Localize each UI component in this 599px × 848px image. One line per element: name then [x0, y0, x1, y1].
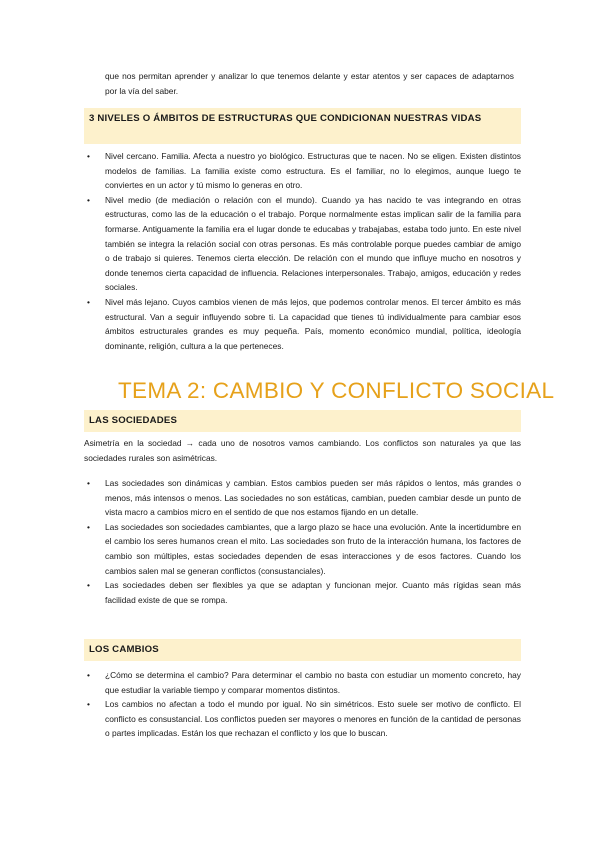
list-item-text: Nivel cercano. Familia. Afecta a nuestro yo biológico. Estructuras que te nacen. No se eligen. Existen distintos modelos de familias. La familia existe como estructura. Es el familiar, no lo elegimos, aunque luego te conviertes en un actor y tú mismo lo generas en otro. [105, 151, 521, 191]
list-item-text: Las sociedades deben ser flexibles ya que se adaptan y funcionan mejor. Cuanto más rígidas sean más facilidad existe de que se rompa. [105, 580, 521, 605]
bullet-icon: • [87, 580, 90, 591]
list-item [84, 697, 521, 741]
bullet-icon: • [87, 521, 90, 532]
sociedades-list [84, 476, 521, 607]
list-item [84, 149, 521, 193]
list-item [84, 668, 521, 697]
bullet-icon: • [87, 296, 90, 307]
list-item-text: Nivel medio (de mediación o relación con el mundo). Cuando ya has nacido te vas integrando en otras estructuras, como las de la educación o el trabajo. Porque normalmente estas implican salir de la familia para formarse. Antiguamente la familia era el lugar donde te educabas y trabajabas, estaba todo junto. En este nivel también se integra la relación social con otras personas. Es más controlable porque puedes cambiar de amigo o de trabajo si quieres. Tenemos cierta elección. De relación con el mundo que influye mucho en nosotros y donde tenemos cierta capacidad de influencia. Relaciones interpersonales. Trabajo, amigos, educación y redes sociales. [105, 194, 521, 293]
bullet-icon: • [87, 151, 90, 161]
list-item-text: Las sociedades son dinámicas y cambian. Estos cambios pueden ser más rápidos o lentos, más grandes o menos, más intensos o menos. Las sociedades no son estáticas, cambian, pueden cambiar desde un punto de vista macro a cambios micro en el sentido de que nos estamos fijando en un detalle. [105, 478, 521, 518]
bullet-icon: • [87, 699, 90, 710]
section-heading-niveles: 3 NIVELES O ÁMBITOS DE ESTRUCTURAS QUE CONDICIONAN NUESTRAS VIDAS [84, 108, 521, 144]
list-item-text: Las sociedades son sociedades cambiantes, que a largo plazo se hace una evolución. Ante la incertidumbre en el cambio los seres humanos crean el mito. Las sociedades son fruto de la interacción humana, los factores de cambio son múltiples, estas sociedades dependen de esas interacciones y de esos factores. Cuando los cambios salen mal se generan conflictos (consustanciales). [105, 521, 521, 576]
bullet-icon: • [87, 478, 90, 488]
list-item-text: Nivel más lejano. Cuyos cambios vienen de más lejos, que podemos controlar menos. El tercer ámbito es más estructural. Van a seguir influyendo sobre ti. La capacidad que tienes tú individualmente para cambiar esos ámbitos estructurales grandes es muy pequeña. País, momento económico mundial, política, ideología dominante, religión, cultura a la que perteneces. [105, 296, 521, 351]
section-heading-cambios: LOS CAMBIOS [84, 639, 521, 661]
list-item [84, 295, 521, 353]
list-item [84, 193, 521, 295]
list-item [84, 520, 521, 578]
intro-paragraph: que nos permitan aprender y analizar lo que tenemos delante y estar atentos y ser capaces de adaptarnos por la vía del saber. [105, 71, 514, 96]
list-item-text: ¿Cómo se determina el cambio? Para determinar el cambio no basta con estudiar un momento concreto, hay que estudiar la variable tiempo y comparar momentos distintos. [105, 670, 521, 695]
list-item [84, 476, 521, 520]
asimetria-paragraph: Asimetría en la sociedad → cada uno de nosotros vamos cambiando. Los conflictos son naturales ya que las sociedades rurales son asimétricas. [84, 438, 521, 463]
niveles-list [84, 149, 521, 353]
section-heading-sociedades: LAS SOCIEDADES [84, 410, 521, 432]
list-item [84, 578, 521, 607]
list-item-text: Los cambios no afectan a todo el mundo por igual. No sin simétricos. Esto suele ser motivo de conflicto. El conflicto es consustancial. Los conflictos pueden ser mayores o menores en función de la cantidad de personas o partes implicadas. Están los que rechazan el conflicto y los que lo buscan. [105, 699, 521, 739]
cambios-list [84, 668, 521, 741]
bullet-icon: • [87, 194, 90, 205]
bullet-icon: • [87, 670, 90, 680]
chapter-title: TEMA 2: CAMBIO Y CONFLICTO SOCIAL [118, 378, 555, 403]
